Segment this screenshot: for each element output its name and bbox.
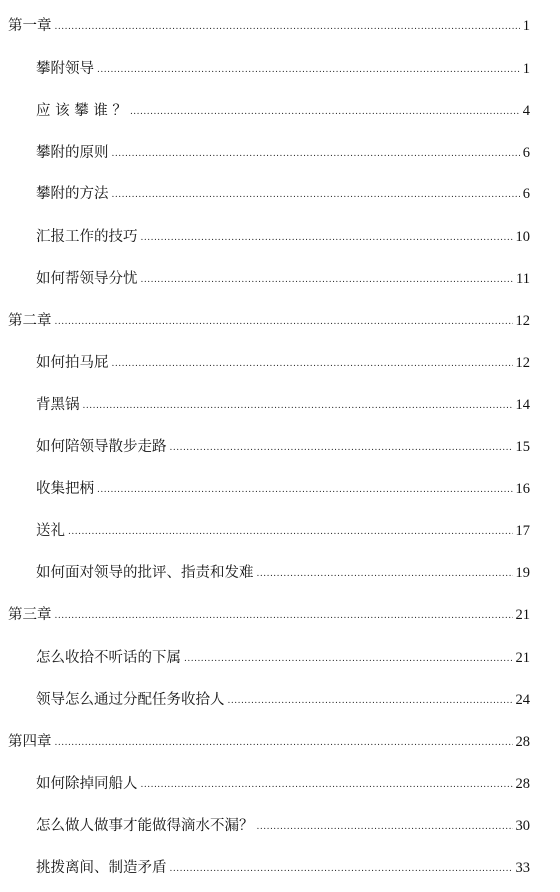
dot-leader xyxy=(170,437,513,459)
toc-entry-title: 领导怎么通过分配任务收拾人 xyxy=(36,692,225,708)
toc-entry-title: 收集把柄 xyxy=(36,481,94,497)
toc-entry-page: 4 xyxy=(522,103,530,119)
toc-entry-page: 17 xyxy=(515,523,530,539)
toc-entry-title: 攀附领导 xyxy=(36,61,94,77)
toc-entry-page: 28 xyxy=(515,776,530,792)
toc-entry-title: 如何除掉同船人 xyxy=(36,776,138,792)
toc-section-entry[interactable] xyxy=(36,562,530,584)
toc-section-entry[interactable] xyxy=(36,647,530,669)
dot-leader xyxy=(257,816,513,838)
toc-entry-title: 第四章 xyxy=(8,734,52,750)
toc-entry-page: 28 xyxy=(515,734,530,750)
dot-leader xyxy=(112,184,520,206)
toc-entry-title: 第三章 xyxy=(8,607,52,623)
toc-entry-title: 怎么收拾不听话的下属 xyxy=(36,650,181,666)
toc-entry-title: 攀附的方法 xyxy=(36,186,109,202)
toc-entry-page: 33 xyxy=(515,860,530,876)
dot-leader xyxy=(170,858,513,880)
toc-entry-page: 14 xyxy=(515,397,530,413)
dot-leader xyxy=(55,311,513,333)
toc-entry-page: 1 xyxy=(522,61,530,77)
toc-entry-title: 第二章 xyxy=(8,313,52,329)
dot-leader xyxy=(141,227,513,249)
toc-section-entry[interactable] xyxy=(36,815,530,837)
toc-entry-page: 24 xyxy=(515,692,530,708)
toc-entry-page: 15 xyxy=(515,439,530,455)
toc-entry-page: 21 xyxy=(515,650,530,666)
toc-entry-page: 11 xyxy=(516,271,530,287)
toc-entry-title: 汇报工作的技巧 xyxy=(36,229,138,245)
toc-entry-page: 21 xyxy=(515,607,530,623)
toc-entry-page: 30 xyxy=(515,818,530,834)
toc-entry-page: 6 xyxy=(522,145,530,161)
toc-section-entry[interactable] xyxy=(36,183,530,205)
toc-section-entry[interactable] xyxy=(36,689,530,711)
dot-leader xyxy=(55,16,520,38)
toc-section-entry[interactable] xyxy=(36,857,530,879)
toc-section-entry[interactable] xyxy=(36,394,530,416)
toc-chapter-3[interactable] xyxy=(8,604,530,626)
toc-chapter-1[interactable] xyxy=(8,15,530,37)
toc-section-entry[interactable] xyxy=(36,436,530,458)
toc-entry-title: 第一章 xyxy=(8,18,52,34)
toc-entry-title: 如何拍马屁 xyxy=(36,355,109,371)
toc-section-entry[interactable] xyxy=(36,142,530,164)
toc-section-entry[interactable] xyxy=(36,773,530,795)
dot-leader xyxy=(55,732,513,754)
toc-section-entry[interactable] xyxy=(36,352,530,374)
dot-leader xyxy=(257,563,513,585)
dot-leader xyxy=(112,143,520,165)
toc-section-entry[interactable] xyxy=(36,100,530,122)
toc-entry-title: 攀附的原则 xyxy=(36,145,109,161)
dot-leader xyxy=(97,479,513,501)
toc-entry-title: 如何帮领导分忧 xyxy=(36,271,138,287)
toc-entry-page: 12 xyxy=(515,313,530,329)
dot-leader xyxy=(83,395,513,417)
toc-entry-page: 1 xyxy=(522,18,530,34)
toc-section-entry[interactable] xyxy=(36,520,530,542)
dot-leader xyxy=(55,605,513,627)
toc-section-entry[interactable] xyxy=(36,226,530,248)
toc-entry-title: 背黑锅 xyxy=(36,397,80,413)
dot-leader xyxy=(184,648,513,670)
dot-leader xyxy=(228,690,513,712)
toc-entry-title: 送礼 xyxy=(36,523,65,539)
toc-entry-title: 如何面对领导的批评、指责和发难 xyxy=(36,565,254,581)
toc-chapter-2[interactable] xyxy=(8,310,530,332)
toc-entry-title: 怎么做人做事才能做得滴水不漏？ xyxy=(36,818,254,834)
toc-entry-page: 10 xyxy=(515,229,530,245)
toc-entry-page: 6 xyxy=(522,186,530,202)
toc-section-entry[interactable] xyxy=(36,268,530,290)
toc-chapter-4[interactable] xyxy=(8,731,530,753)
toc-entry-title: 应 该 攀 谁 ？ xyxy=(36,103,127,119)
toc-entry-page: 12 xyxy=(515,355,530,371)
toc-entry-title: 如何陪领导散步走路 xyxy=(36,439,167,455)
dot-leader xyxy=(68,521,513,543)
dot-leader xyxy=(112,353,513,375)
dot-leader xyxy=(141,269,514,291)
dot-leader xyxy=(97,59,520,81)
toc-entry-page: 16 xyxy=(515,481,530,497)
toc-section-entry[interactable] xyxy=(36,478,530,500)
dot-leader xyxy=(141,774,513,796)
toc-entry-title: 挑拨离间、制造矛盾 xyxy=(36,860,167,876)
toc-entry-page: 19 xyxy=(515,565,530,581)
toc-section-entry[interactable] xyxy=(36,58,530,80)
dot-leader xyxy=(130,101,520,123)
